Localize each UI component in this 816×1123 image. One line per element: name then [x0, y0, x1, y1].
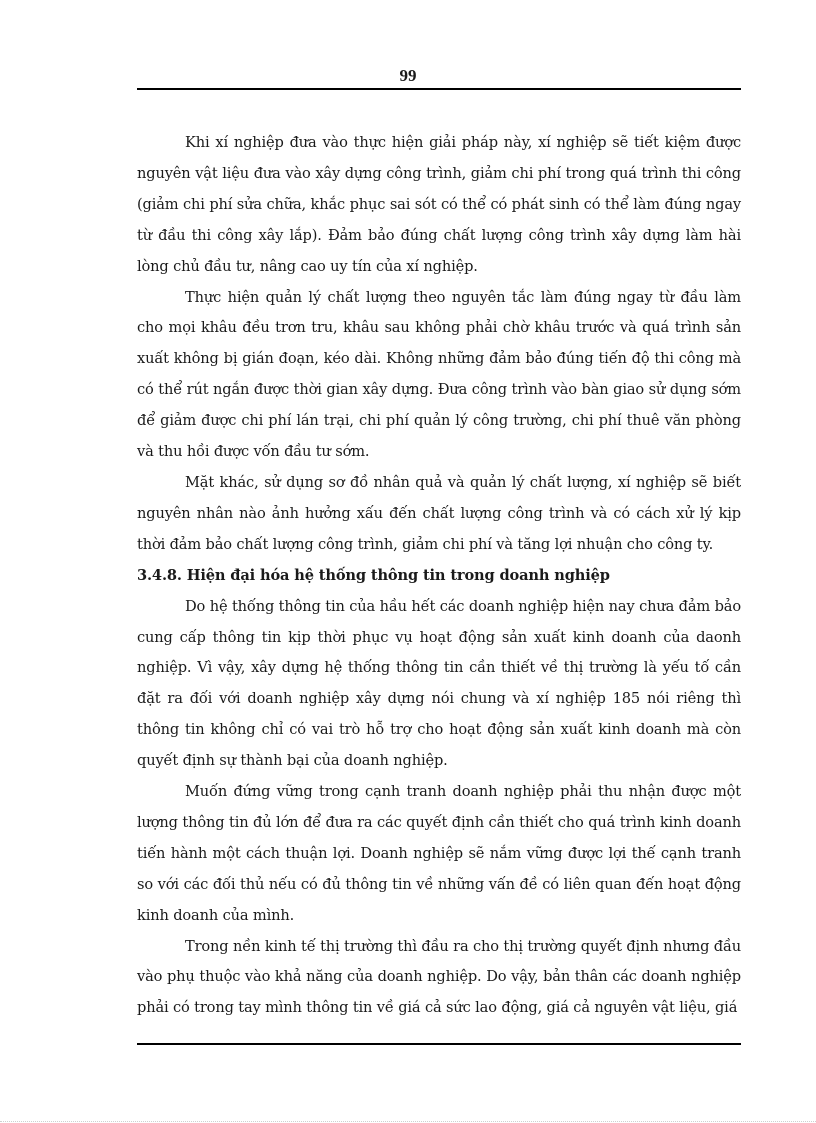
paragraph-information-system: Do hệ thống thông tin của hầu hết các doanh nghiệp hiện nay chưa đảm bảo cung cấp thông tin kịp thời phục vụ hoạt động sản xuất kinh doanh của daonh nghiệp. Vì vậy, xây dựng hệ thống thông tin cần thiết về thị trường là yếu tố cần đặt ra đối với doanh nghiệp xây dựng nói chung và xí nghiệp 185 nói riêng thì thông tin không chỉ có vai trò hỗ trợ cho hoạt động sản xuất kinh doanh mà còn quyết định sự thành bại của doanh nghiệp. — [137, 597, 741, 770]
header-rule — [137, 88, 741, 90]
page-edge-divider — [0, 1121, 816, 1122]
paragraph-market-economy: Trong nền kinh tế thị trường thì đầu ra cho thị trường quyết định nhưng đầu vào phụ thuộc vào khả năng của doanh nghiệp. Do vậy, bản thân các doanh nghiệp phải có trong tay mình thông tin về giá cả sức lao động, giá cả nguyên vật liệu, giá — [137, 937, 741, 1017]
page-number: 99 — [399, 66, 417, 85]
footer-rule — [137, 1043, 741, 1045]
section-heading: 3.4.8. Hiện đại hóa hệ thống thông tin trong doanh nghiệp — [137, 566, 610, 584]
paragraph-cost-savings: Khi xí nghiệp đưa vào thực hiện giải pháp này, xí nghiệp sẽ tiết kiệm được nguyên vật liệu đưa vào xây dựng công trình, giảm chi phí trong quá trình thi công (giảm chi phí sửa chữa, khắc phục sai sót có thể có phát sinh có thể làm đúng ngay từ đầu thi công xây lắp). Đảm bảo đúng chất lượng công trình xây dựng làm hài lòng chủ đầu tư, nâng cao uy tín của xí nghiệp. — [137, 134, 741, 275]
paragraph-quality-management: Thực hiện quản lý chất lượng theo nguyên tắc làm đúng ngay từ đầu làm cho mọi khâu đều trơn tru, khâu sau không phải chờ khâu trước và quá trình sản xuất không bị gián đoạn, kéo dài. Không những đảm bảo đúng tiến độ thi công mà có thể rút ngắn được thời gian xây dựng. Đưa công trình vào bàn giao sử dụng sớm để giảm được chi phí lán trại, chi phí quản lý công trường, chi phí thuê văn phòng và thu hồi được vốn đầu tư sớm. — [137, 288, 741, 461]
paragraph-competition: Muốn đứng vững trong cạnh tranh doanh nghiệp phải thu nhận được một lượng thông tin đủ lớn để đưa ra các quyết định cần thiết cho quá trình kinh doanh tiến hành một cách thuận lợi. Doanh nghiệp sẽ nắm vững được lợi thế cạnh tranh so với các đối thủ nếu có đủ thông tin về những vấn đề có liên quan đến hoạt động kinh doanh của mình. — [137, 783, 741, 924]
paragraph-cause-effect-diagram: Mặt khác, sử dụng sơ đồ nhân quả và quản lý chất lượng, xí nghiệp sẽ biết nguyên nhân nào ảnh hưởng xấu đến chất lượng công trình và có cách xử lý kịp thời đảm bảo chất lượng công trình, giảm chi phí và tăng lợi nhuận cho công ty. — [137, 473, 741, 553]
document-body — [137, 128, 741, 1024]
